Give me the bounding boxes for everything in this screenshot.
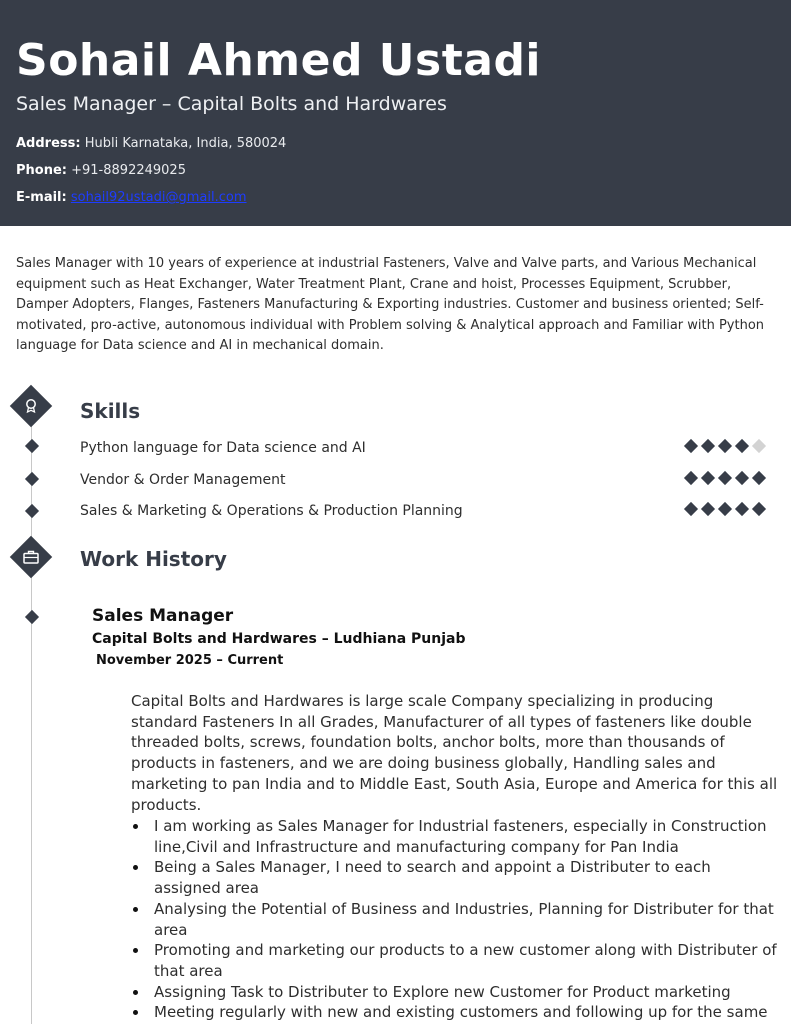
list-item: Meeting regularly with new and existing customers and following up for the same <box>131 1002 781 1023</box>
address-value: Hubli Karnataka, India, 580024 <box>84 136 287 151</box>
rating-dot-filled <box>684 439 698 453</box>
briefcase-icon <box>9 535 53 579</box>
rating-dot-filled <box>718 471 732 485</box>
list-item: Assigning Task to Distributer to Explore new Customer for Product marketing <box>131 982 781 1003</box>
job-title: Sales Manager <box>92 606 234 626</box>
rating-dot-filled <box>701 502 715 516</box>
skill-marker <box>25 439 39 453</box>
skill-rating <box>686 439 770 453</box>
rating-dot-filled <box>735 439 749 453</box>
badge-icon <box>9 384 53 428</box>
phone-value: +91-8892249025 <box>71 163 186 178</box>
rating-dot-filled <box>718 502 732 516</box>
skill-label: Sales & Marketing & Operations & Production Planning <box>80 503 463 519</box>
professional-summary: Sales Manager with 10 years of experience at industrial Fasteners, Valve and Valve parts, and Various Mechanical equipment such as Heat Exchanger, Water Treatment Plant, Crane and hoist, Processes Equipment, Scrubber, Damper Adopters, Flanges, Fasteners Manufacturing & Exporting industries. Customer and business oriented; Self-motivated, pro-active, autonomous individual with Problem solving & Analytical approach and Familiar with Python language for Data science and AI in mechanical domain. <box>16 256 765 354</box>
skill-label: Vendor & Order Management <box>80 472 286 488</box>
skill-marker <box>25 504 39 518</box>
skill-label: Python language for Data science and AI <box>80 440 366 456</box>
job-dates: November 2025 – Current <box>96 653 284 668</box>
rating-dot-filled <box>701 471 715 485</box>
timeline-line <box>31 410 32 1024</box>
rating-dot-empty <box>752 439 766 453</box>
rating-dot-filled <box>752 502 766 516</box>
list-item: Analysing the Potential of Business and Industries, Planning for Distributer for that area <box>131 899 781 940</box>
email-label: E-mail: <box>16 190 67 205</box>
address-line <box>16 135 286 153</box>
rating-dot-filled <box>735 471 749 485</box>
rating-dot-filled <box>718 439 732 453</box>
job-marker <box>25 610 39 624</box>
phone-line <box>16 162 186 180</box>
job-responsibilities <box>131 816 781 1023</box>
skill-rating <box>686 471 770 485</box>
rating-dot-filled <box>701 439 715 453</box>
work-history-heading: Work History <box>80 547 227 571</box>
phone-label: Phone: <box>16 163 67 178</box>
job-description: Capital Bolts and Hardwares is large scale Company specializing in producing standard Fasteners In all Grades, Manufacturer of all types of fasteners like double threaded bolts, screws, foundation bolts, anchor bolts, more than thousands of products in fasteners, and we are doing business globally, Handling sales and marketing to pan India and to Middle East, South Asia, Europe and America for this all products. <box>131 692 778 814</box>
candidate-name: Sohail Ahmed Ustadi <box>16 35 542 86</box>
list-item: I am working as Sales Manager for Industrial fasteners, especially in Construction line,Civil and Infrastructure and manufacturing company for Pan India <box>131 816 781 857</box>
rating-dot-filled <box>684 471 698 485</box>
list-item: Promoting and marketing our products to a new customer along with Distributer of that area <box>131 940 781 981</box>
job-company: Capital Bolts and Hardwares – Ludhiana Punjab <box>92 631 466 647</box>
rating-dot-filled <box>752 471 766 485</box>
skills-heading: Skills <box>80 399 141 423</box>
resume-header <box>0 0 791 226</box>
list-item: Being a Sales Manager, I need to search and appoint a Distributer to each assigned area <box>131 857 781 898</box>
address-label: Address: <box>16 136 81 151</box>
skill-marker <box>25 472 39 486</box>
skill-rating <box>686 502 770 516</box>
candidate-title: Sales Manager – Capital Bolts and Hardwares <box>16 93 447 115</box>
email-line <box>16 189 247 207</box>
email-link[interactable]: sohail92ustadi@gmail.com <box>70 190 247 205</box>
rating-dot-filled <box>684 502 698 516</box>
rating-dot-filled <box>735 502 749 516</box>
